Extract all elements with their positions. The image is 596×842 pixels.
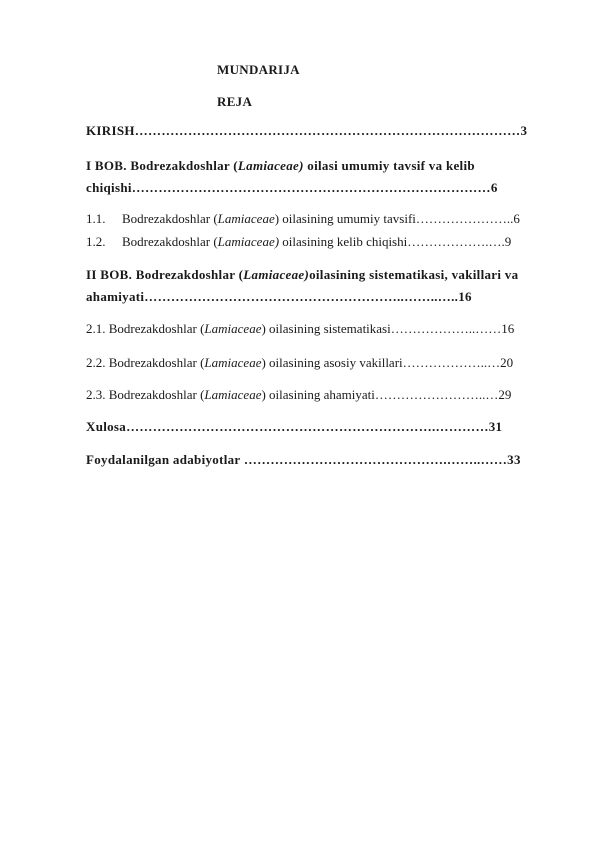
s22-text-b: ) oilasining asosiy vakillari………………..…20 — [261, 355, 514, 370]
s23-latin: Lamiaceae — [204, 387, 262, 402]
toc-entry-bob2 — [86, 264, 518, 308]
toc-entry-1-2 — [86, 234, 511, 250]
s22-text-a: 2.2. Bodrezakdoshlar ( — [86, 355, 205, 370]
bob2-text-a: II BOB. Bodrezakdoshlar ( — [86, 267, 244, 282]
s21-latin: Lamiaceae — [204, 321, 262, 336]
s21-text-b: ) oilasining sistematikasi………………..……16 — [261, 321, 515, 336]
toc-entry-kirish: KIRISH……………………………………………………………………………3 — [86, 123, 528, 138]
s11-text-b: ) oilasining umumiy tavsifi…………………..6 — [274, 211, 520, 226]
s11-text-a: Bodrezakdoshlar ( — [122, 211, 218, 226]
bob1-text-c: chiqishi………………………………………………………………………6 — [86, 180, 498, 195]
toc-entry-bob1 — [86, 155, 498, 199]
s23-text-a: 2.3. Bodrezakdoshlar ( — [86, 387, 205, 402]
toc-entry-1-1 — [86, 211, 520, 227]
toc-entry-xulosa: Xulosa…………………………………………………………….…………31 — [86, 419, 503, 434]
s12-num: 1.2. — [86, 234, 106, 249]
bob1-latin: Lamiaceae) — [237, 158, 304, 173]
bob1-text-b: oilasi umumiy tavsif va kelib — [303, 158, 475, 173]
s22-latin: Lamiaceae — [204, 355, 262, 370]
toc-entry-adabiyot: Foydalanilgan adabiyotlar ……………………………………….……..……33 — [86, 452, 521, 467]
bob2-text-c: ahamiyati…………………………………………………..……..…..16 — [86, 289, 472, 304]
s12-text-a: Bodrezakdoshlar ( — [122, 234, 218, 249]
s11-latin: Lamiaceae — [217, 211, 275, 226]
bob2-text-b: oilasining sistematikasi, vakillari va — [309, 267, 519, 282]
toc-entry-2-3 — [86, 387, 511, 403]
toc-title: MUNDARIJA — [217, 62, 300, 77]
s21-text-a: 2.1. Bodrezakdoshlar ( — [86, 321, 205, 336]
s11-num: 1.1. — [86, 211, 106, 226]
bob2-latin: Lamiaceae) — [243, 267, 310, 282]
toc-entry-2-1 — [86, 321, 514, 337]
s23-text-b: ) oilasining ahamiyati……………………..…29 — [261, 387, 512, 402]
toc-subtitle: REJA — [217, 94, 253, 109]
toc-entry-2-2 — [86, 355, 513, 371]
bob1-text-a: I BOB. Bodrezakdoshlar ( — [86, 158, 238, 173]
s12-latin: Lamiaceae) — [217, 234, 280, 249]
s12-text-b: oilasining kelib chiqishi……………….….9 — [279, 234, 512, 249]
